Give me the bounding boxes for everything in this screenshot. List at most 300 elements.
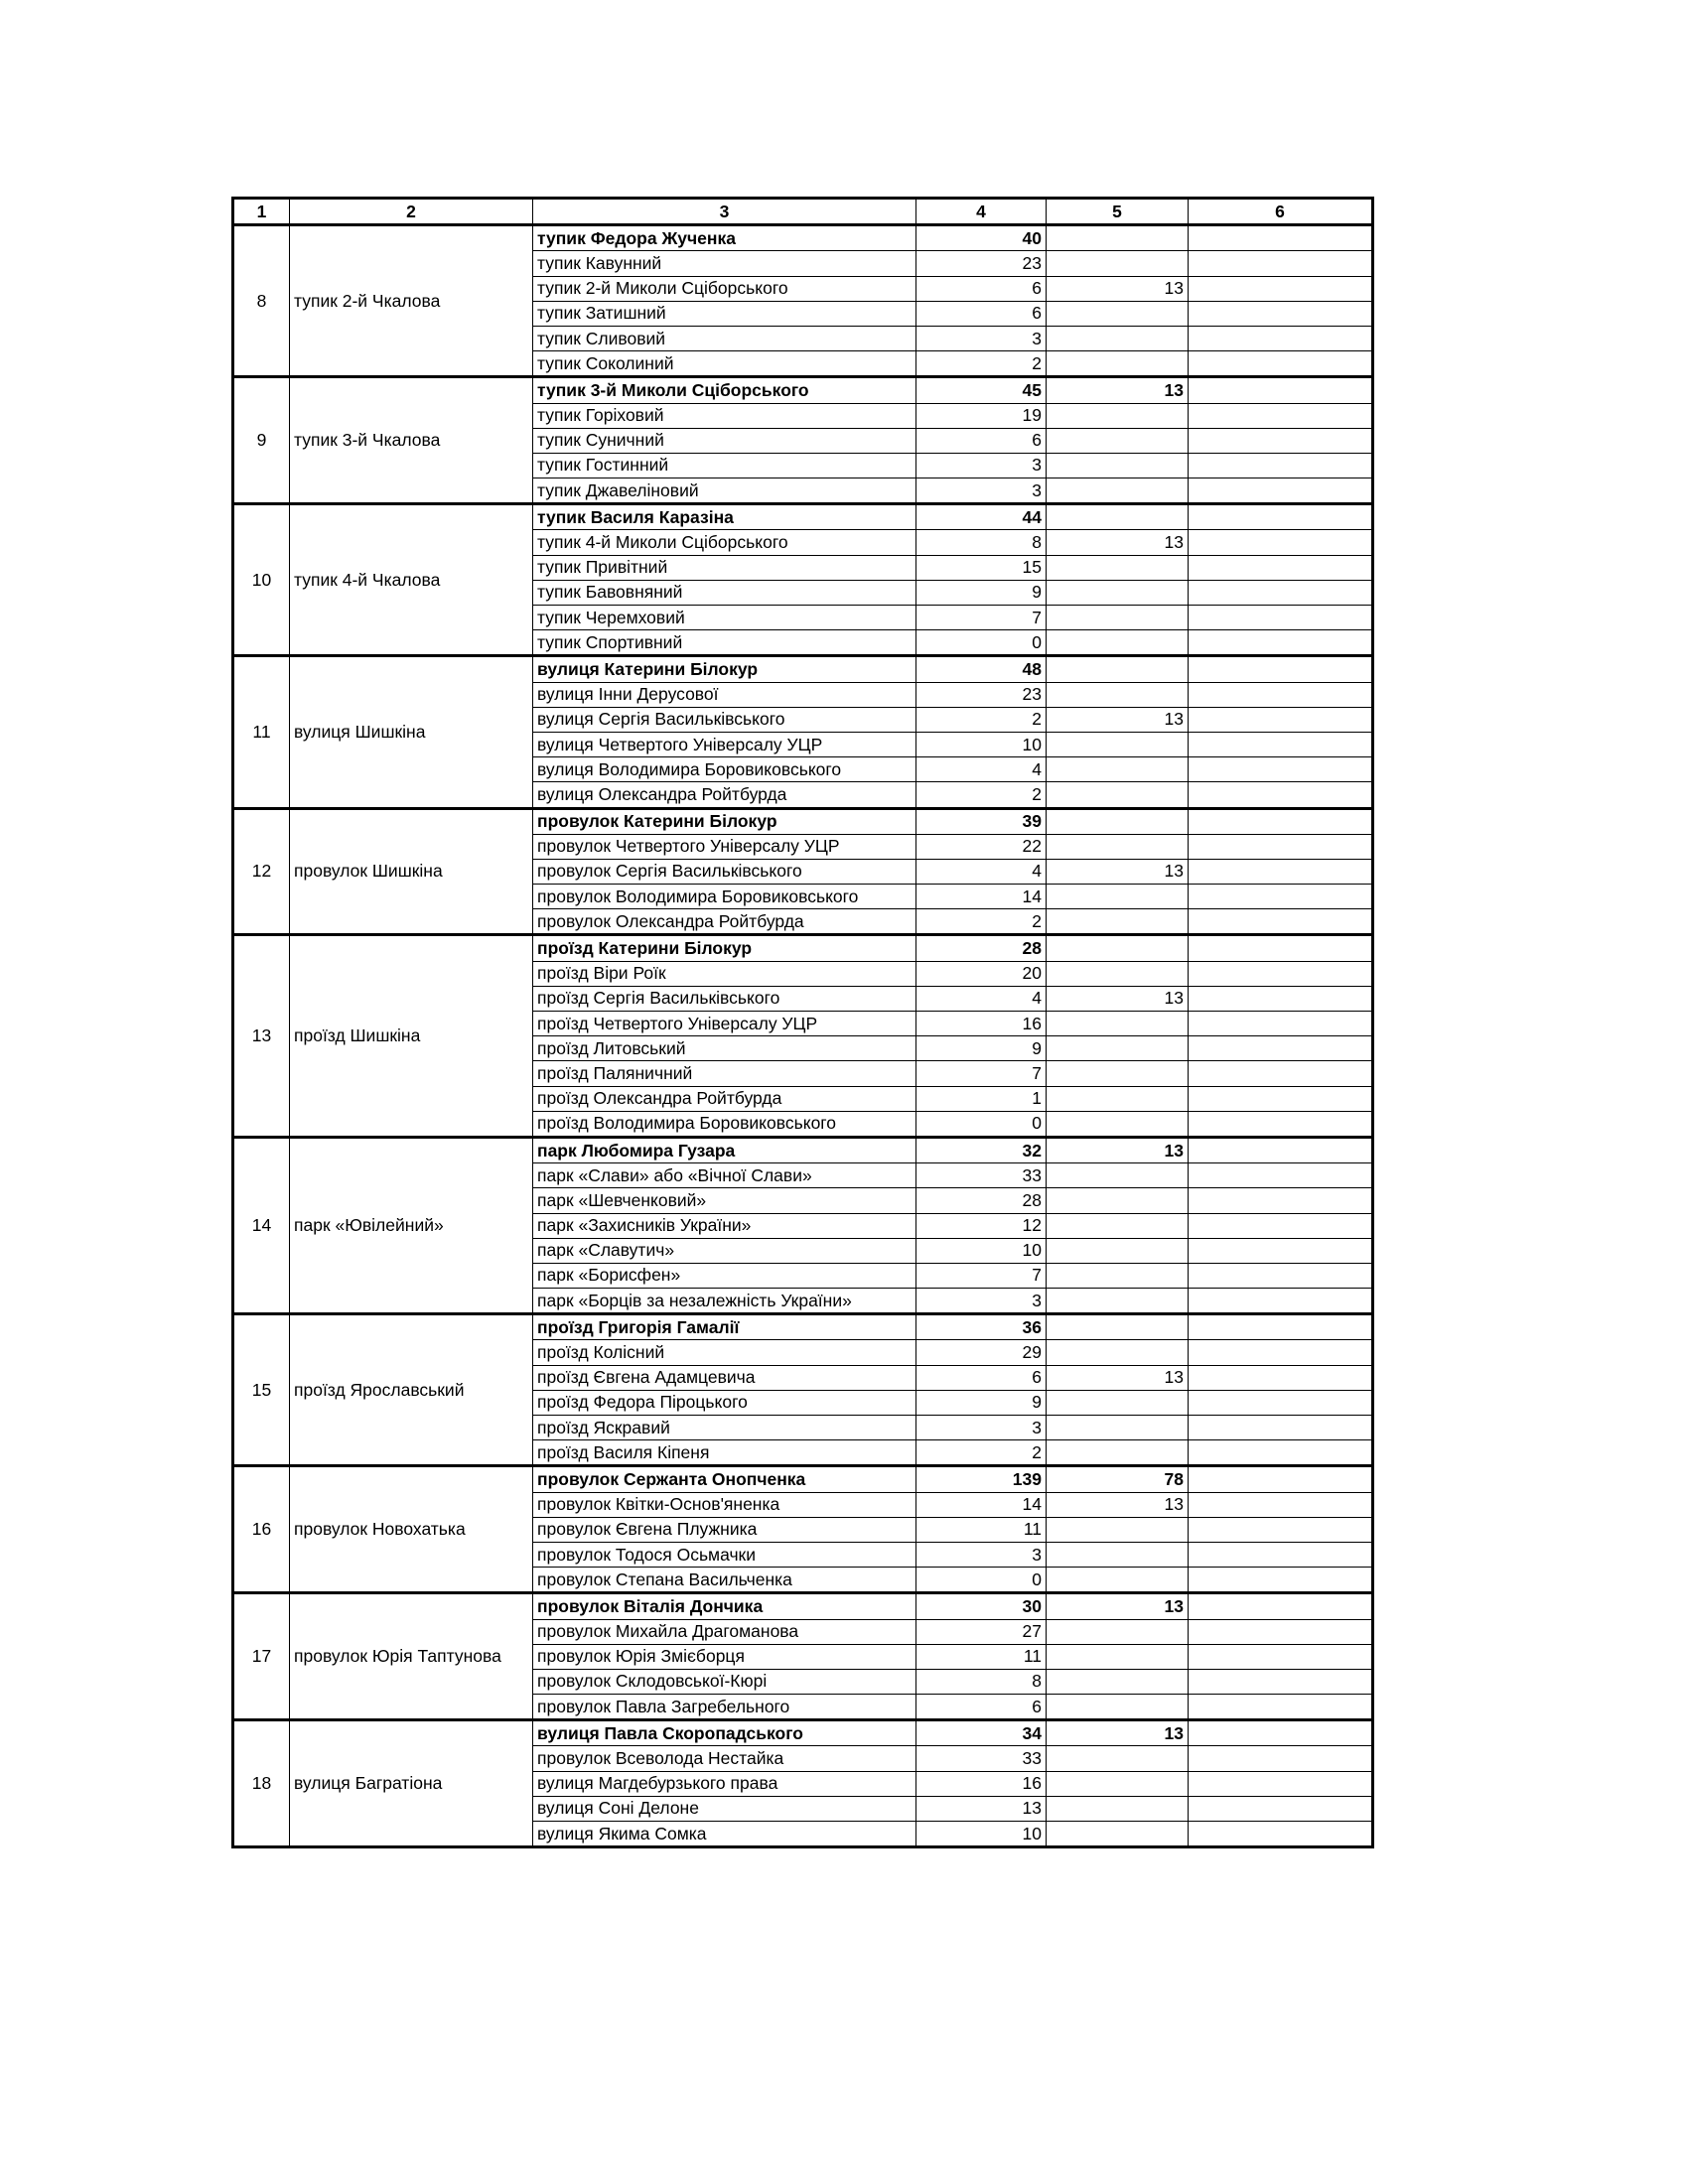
value-col-4: 8 [916,530,1047,555]
value-col-5 [1047,1263,1189,1288]
proposed-name: провулок Юрія Змієборця [533,1644,916,1669]
group-number: 16 [233,1466,290,1593]
table-row [233,1137,1373,1162]
proposed-name: провулок Четвертого Універсалу УЦР [533,834,916,859]
value-col-6 [1189,1669,1373,1694]
value-col-4: 28 [916,1188,1047,1213]
value-col-6 [1189,403,1373,428]
value-col-6 [1189,961,1373,986]
value-col-4: 6 [916,428,1047,453]
value-col-4: 30 [916,1593,1047,1619]
value-col-4: 6 [916,1695,1047,1720]
value-col-6 [1189,909,1373,935]
value-col-5 [1047,1542,1189,1567]
proposed-name: вулиця Соні Делоне [533,1796,916,1821]
value-col-5 [1047,1213,1189,1238]
value-col-6 [1189,1012,1373,1036]
value-col-4: 39 [916,808,1047,834]
value-col-5 [1047,1163,1189,1188]
value-col-5 [1047,1771,1189,1796]
proposed-name: тупик Горіховий [533,403,916,428]
table-row [233,808,1373,834]
value-col-4: 4 [916,986,1047,1011]
value-col-5 [1047,682,1189,707]
value-col-5: 78 [1047,1466,1189,1492]
old-name: проїзд Ярославський [290,1314,533,1466]
value-col-6 [1189,782,1373,808]
proposed-name: вулиця Катерини Білокур [533,656,916,682]
proposed-name: тупик Сливовий [533,326,916,350]
value-col-5 [1047,1568,1189,1593]
value-col-5 [1047,1644,1189,1669]
value-col-4: 11 [916,1517,1047,1542]
value-col-6 [1189,276,1373,301]
proposed-name: проїзд Литовський [533,1036,916,1061]
value-col-5 [1047,1416,1189,1440]
table-row [233,1314,1373,1340]
value-col-4: 7 [916,1061,1047,1086]
proposed-name: провулок Михайла Драгоманова [533,1619,916,1644]
value-col-6 [1189,859,1373,884]
value-col-5 [1047,757,1189,782]
value-col-6 [1189,808,1373,834]
value-col-4: 6 [916,1365,1047,1390]
old-name: тупик 2-й Чкалова [290,225,533,377]
value-col-6 [1189,1644,1373,1669]
table-row [233,935,1373,961]
value-col-4: 7 [916,606,1047,630]
value-col-6 [1189,1111,1373,1137]
value-col-6 [1189,504,1373,530]
proposed-name: проїзд Олександра Ройтбурда [533,1086,916,1111]
value-col-4: 139 [916,1466,1047,1492]
value-col-4: 36 [916,1314,1047,1340]
value-col-4: 15 [916,555,1047,580]
value-col-5 [1047,1188,1189,1213]
value-col-5 [1047,1517,1189,1542]
value-col-4: 2 [916,707,1047,732]
table-row [233,656,1373,682]
value-col-4: 14 [916,885,1047,909]
value-col-4: 0 [916,1111,1047,1137]
old-name: проїзд Шишкіна [290,935,533,1138]
proposed-name: провулок Сергія Васильківського [533,859,916,884]
value-col-6 [1189,1188,1373,1213]
proposed-name: тупик 4-й Миколи Сціборського [533,530,916,555]
proposed-name: провулок Олександра Ройтбурда [533,909,916,935]
proposed-name: провулок Віталія Дончика [533,1593,916,1619]
group-number: 18 [233,1720,290,1847]
value-col-6 [1189,478,1373,504]
value-col-6 [1189,1619,1373,1644]
proposed-name: тупик Привітний [533,555,916,580]
proposed-name: тупик Суничний [533,428,916,453]
proposed-name: проїзд Василя Кіпеня [533,1440,916,1466]
value-col-6 [1189,580,1373,605]
value-col-5 [1047,1314,1189,1340]
value-col-6 [1189,834,1373,859]
value-col-4: 3 [916,478,1047,504]
proposed-name: парк Любомира Гузара [533,1137,916,1162]
header-col-2: 2 [290,199,533,225]
value-col-6 [1189,1137,1373,1162]
proposed-name: провулок Сержанта Онопченка [533,1466,916,1492]
value-col-6 [1189,1086,1373,1111]
value-col-5: 13 [1047,859,1189,884]
proposed-name: тупик Кавунний [533,251,916,276]
value-col-4: 23 [916,682,1047,707]
value-col-4: 6 [916,276,1047,301]
value-col-5 [1047,909,1189,935]
value-col-4: 0 [916,630,1047,656]
value-col-5 [1047,580,1189,605]
value-col-5 [1047,1111,1189,1137]
value-col-5 [1047,504,1189,530]
proposed-name: проїзд Четвертого Універсалу УЦР [533,1012,916,1036]
value-col-4: 8 [916,1669,1047,1694]
proposed-name: провулок Тодося Осьмачки [533,1542,916,1567]
value-col-5 [1047,656,1189,682]
value-col-6 [1189,656,1373,682]
value-col-6 [1189,377,1373,403]
value-col-4: 27 [916,1619,1047,1644]
value-col-6 [1189,1036,1373,1061]
value-col-5 [1047,1238,1189,1263]
value-col-5 [1047,1340,1189,1365]
value-col-6 [1189,555,1373,580]
value-col-6 [1189,1771,1373,1796]
value-col-4: 3 [916,326,1047,350]
value-col-5 [1047,1390,1189,1415]
table-row [233,1466,1373,1492]
value-col-4: 33 [916,1163,1047,1188]
old-name: тупик 4-й Чкалова [290,504,533,656]
value-col-6 [1189,1542,1373,1567]
value-col-4: 4 [916,757,1047,782]
proposed-name: тупик Соколиний [533,351,916,377]
proposed-name: провулок Степана Васильченка [533,1568,916,1593]
value-col-4: 2 [916,351,1047,377]
value-col-4: 3 [916,453,1047,478]
proposed-name: тупик 3-й Миколи Сціборського [533,377,916,403]
value-col-6 [1189,1238,1373,1263]
value-col-5: 13 [1047,276,1189,301]
value-col-5 [1047,834,1189,859]
value-col-5 [1047,428,1189,453]
value-col-6 [1189,935,1373,961]
value-col-4: 4 [916,859,1047,884]
value-col-6 [1189,1390,1373,1415]
value-col-4: 28 [916,935,1047,961]
proposed-name: тупик Джавеліновий [533,478,916,504]
value-col-5 [1047,1796,1189,1821]
value-col-6 [1189,1213,1373,1238]
proposed-name: тупик Спортивний [533,630,916,656]
value-col-5 [1047,1746,1189,1771]
proposed-name: вулиця Павла Скоропадського [533,1720,916,1746]
proposed-name: вулиця Сергія Васильківського [533,707,916,732]
proposed-name: проїзд Паляничний [533,1061,916,1086]
value-col-5 [1047,453,1189,478]
value-col-4: 9 [916,1036,1047,1061]
value-col-5 [1047,251,1189,276]
value-col-6 [1189,351,1373,377]
proposed-name: проїзд Євгена Адамцевича [533,1365,916,1390]
value-col-5 [1047,885,1189,909]
proposed-name: тупик Федора Жученка [533,225,916,251]
value-col-5: 13 [1047,986,1189,1011]
value-col-5: 13 [1047,1720,1189,1746]
value-col-5 [1047,403,1189,428]
value-col-6 [1189,225,1373,251]
value-col-4: 2 [916,1440,1047,1466]
value-col-4: 32 [916,1137,1047,1162]
group-number: 8 [233,225,290,377]
group-number: 10 [233,504,290,656]
value-col-4: 2 [916,909,1047,935]
value-col-4: 3 [916,1542,1047,1567]
value-col-4: 48 [916,656,1047,682]
value-col-4: 33 [916,1746,1047,1771]
value-col-6 [1189,1440,1373,1466]
value-col-5 [1047,478,1189,504]
value-col-6 [1189,986,1373,1011]
value-col-6 [1189,301,1373,326]
value-col-5: 13 [1047,707,1189,732]
value-col-5 [1047,1012,1189,1036]
value-col-5 [1047,782,1189,808]
value-col-5 [1047,1440,1189,1466]
table-row [233,225,1373,251]
old-name: парк «Ювілейний» [290,1137,533,1313]
value-col-6 [1189,1163,1373,1188]
header-col-4: 4 [916,199,1047,225]
value-col-6 [1189,1365,1373,1390]
proposed-name: тупик Гостинний [533,453,916,478]
value-col-6 [1189,1796,1373,1821]
value-col-6 [1189,251,1373,276]
proposed-name: проїзд Володимира Боровиковського [533,1111,916,1137]
value-col-4: 14 [916,1492,1047,1517]
table-header [233,199,1373,225]
table-row [233,504,1373,530]
proposed-name: провулок Всеволода Нестайка [533,1746,916,1771]
value-col-4: 44 [916,504,1047,530]
value-col-6 [1189,1695,1373,1720]
value-col-6 [1189,1517,1373,1542]
value-col-6 [1189,1061,1373,1086]
value-col-5: 13 [1047,530,1189,555]
value-col-6 [1189,707,1373,732]
proposed-name: парк «Борисфен» [533,1263,916,1288]
value-col-5 [1047,1822,1189,1847]
value-col-5 [1047,1036,1189,1061]
value-col-5 [1047,351,1189,377]
value-col-6 [1189,682,1373,707]
value-col-4: 3 [916,1416,1047,1440]
proposed-name: тупик Затишний [533,301,916,326]
value-col-6 [1189,732,1373,756]
value-col-5 [1047,630,1189,656]
value-col-6 [1189,1492,1373,1517]
value-col-5 [1047,808,1189,834]
value-col-4: 16 [916,1012,1047,1036]
proposed-name: тупик Бавовняний [533,580,916,605]
value-col-6 [1189,1568,1373,1593]
proposed-name: вулиця Магдебурзького права [533,1771,916,1796]
value-col-4: 45 [916,377,1047,403]
proposed-name: проїзд Сергія Васильківського [533,986,916,1011]
proposed-name: вулиця Володимира Боровиковського [533,757,916,782]
proposed-name: проїзд Яскравий [533,1416,916,1440]
value-col-5 [1047,225,1189,251]
group-number: 15 [233,1314,290,1466]
renaming-table [231,197,1374,1848]
proposed-name: провулок Катерини Білокур [533,808,916,834]
proposed-name: провулок Євгена Плужника [533,1517,916,1542]
value-col-4: 7 [916,1263,1047,1288]
table-body [233,225,1373,1847]
value-col-5: 13 [1047,1593,1189,1619]
value-col-6 [1189,428,1373,453]
value-col-4: 2 [916,782,1047,808]
value-col-6 [1189,757,1373,782]
value-col-4: 6 [916,301,1047,326]
old-name: провулок Шишкіна [290,808,533,935]
proposed-name: провулок Квітки-Основ'яненка [533,1492,916,1517]
value-col-6 [1189,1340,1373,1365]
value-col-4: 19 [916,403,1047,428]
value-col-5 [1047,1669,1189,1694]
value-col-6 [1189,1466,1373,1492]
value-col-5: 13 [1047,1365,1189,1390]
header-col-5: 5 [1047,199,1189,225]
value-col-5 [1047,935,1189,961]
value-col-6 [1189,1822,1373,1847]
group-number: 12 [233,808,290,935]
old-name: тупик 3-й Чкалова [290,377,533,504]
header-col-3: 3 [533,199,916,225]
value-col-5 [1047,1061,1189,1086]
value-col-6 [1189,1289,1373,1314]
table-row [233,1593,1373,1619]
value-col-5 [1047,301,1189,326]
value-col-5 [1047,555,1189,580]
value-col-6 [1189,530,1373,555]
proposed-name: тупик Василя Каразіна [533,504,916,530]
value-col-6 [1189,453,1373,478]
group-number: 17 [233,1593,290,1720]
value-col-6 [1189,606,1373,630]
value-col-6 [1189,1593,1373,1619]
value-col-4: 10 [916,1238,1047,1263]
value-col-5: 13 [1047,377,1189,403]
value-col-4: 13 [916,1796,1047,1821]
proposed-name: проїзд Федора Піроцького [533,1390,916,1415]
value-col-4: 40 [916,225,1047,251]
value-col-6 [1189,1720,1373,1746]
proposed-name: проїзд Катерини Білокур [533,935,916,961]
value-col-5 [1047,732,1189,756]
proposed-name: парк «Шевченковий» [533,1188,916,1213]
value-col-5: 13 [1047,1492,1189,1517]
proposed-name: парк «Борців за незалежність України» [533,1289,916,1314]
value-col-6 [1189,1416,1373,1440]
proposed-name: парк «Слави» або «Вічної Слави» [533,1163,916,1188]
proposed-name: провулок Склодовської-Кюрі [533,1669,916,1694]
value-col-5 [1047,1289,1189,1314]
value-col-6 [1189,630,1373,656]
value-col-4: 9 [916,1390,1047,1415]
old-name: провулок Новохатька [290,1466,533,1593]
proposed-name: тупик 2-й Миколи Сціборського [533,276,916,301]
value-col-4: 20 [916,961,1047,986]
proposed-name: провулок Павла Загребельного [533,1695,916,1720]
old-name: вулиця Шишкіна [290,656,533,808]
proposed-name: парк «Захисників України» [533,1213,916,1238]
group-number: 9 [233,377,290,504]
value-col-4: 0 [916,1568,1047,1593]
value-col-5: 13 [1047,1137,1189,1162]
old-name: вулиця Багратіона [290,1720,533,1847]
value-col-6 [1189,1263,1373,1288]
value-col-5 [1047,1619,1189,1644]
value-col-6 [1189,885,1373,909]
value-col-4: 23 [916,251,1047,276]
proposed-name: проїзд Колісний [533,1340,916,1365]
value-col-4: 10 [916,1822,1047,1847]
proposed-name: парк «Славутич» [533,1238,916,1263]
value-col-4: 29 [916,1340,1047,1365]
header-row [233,199,1373,225]
header-col-6: 6 [1189,199,1373,225]
value-col-6 [1189,326,1373,350]
value-col-6 [1189,1314,1373,1340]
value-col-4: 16 [916,1771,1047,1796]
proposed-name: вулиця Якима Сомка [533,1822,916,1847]
value-col-6 [1189,1746,1373,1771]
value-col-4: 10 [916,732,1047,756]
value-col-4: 1 [916,1086,1047,1111]
value-col-4: 12 [916,1213,1047,1238]
value-col-4: 3 [916,1289,1047,1314]
proposed-name: проїзд Григорія Гамалії [533,1314,916,1340]
value-col-5 [1047,961,1189,986]
group-number: 14 [233,1137,290,1313]
header-col-1: 1 [233,199,290,225]
table-row [233,377,1373,403]
value-col-4: 34 [916,1720,1047,1746]
value-col-5 [1047,326,1189,350]
value-col-5 [1047,1086,1189,1111]
value-col-4: 9 [916,580,1047,605]
value-col-5 [1047,1695,1189,1720]
proposed-name: тупик Черемховий [533,606,916,630]
proposed-name: провулок Володимира Боровиковського [533,885,916,909]
proposed-name: вулиця Олександра Ройтбурда [533,782,916,808]
value-col-5 [1047,606,1189,630]
document-page [231,197,1371,1848]
proposed-name: вулиця Четвертого Універсалу УЦР [533,732,916,756]
old-name: провулок Юрія Таптунова [290,1593,533,1720]
table-row [233,1720,1373,1746]
group-number: 13 [233,935,290,1138]
value-col-4: 22 [916,834,1047,859]
group-number: 11 [233,656,290,808]
proposed-name: вулиця Інни Дерусової [533,682,916,707]
proposed-name: проїзд Віри Роїк [533,961,916,986]
value-col-4: 11 [916,1644,1047,1669]
